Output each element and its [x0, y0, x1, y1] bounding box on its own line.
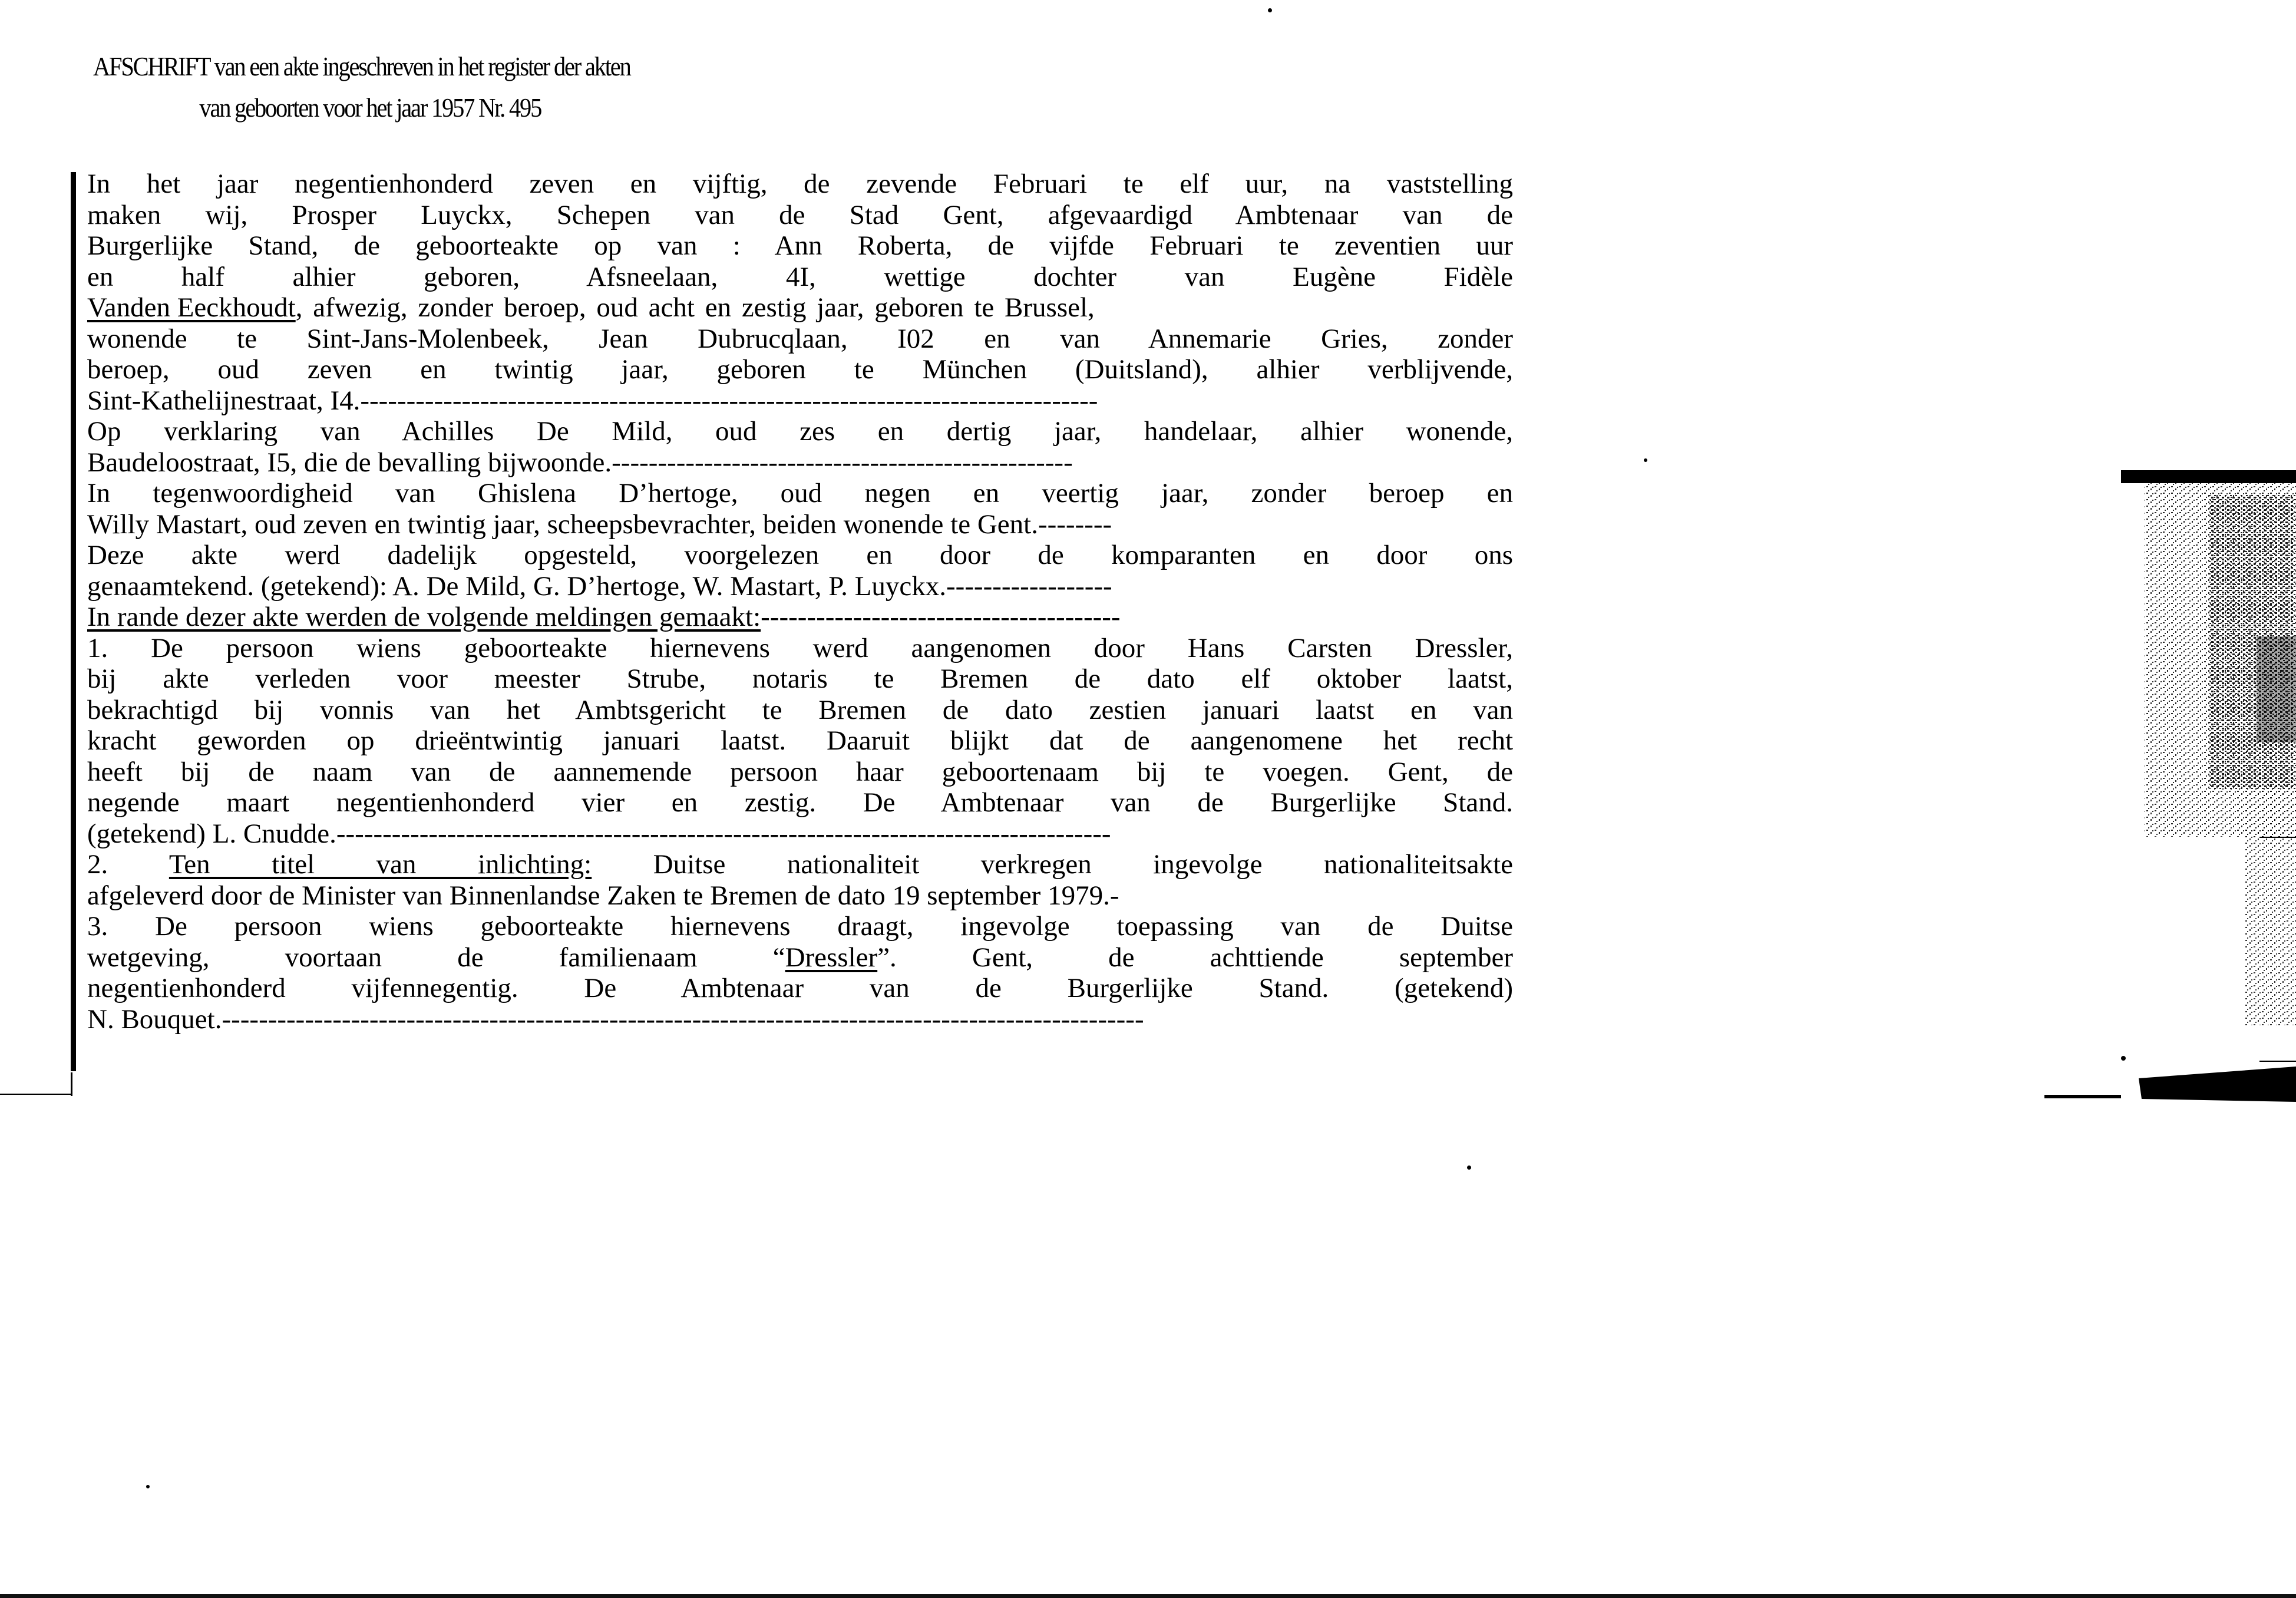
- body-line: negentienhonderd vijfennegentig. De Ambtenaar van de Burgerlijke Stand. (getekend): [87, 973, 1513, 1003]
- header-line-2: van geboorten voor het jaar 1957 Nr. 495: [199, 93, 541, 123]
- body-line: heeft bij de naam van de aannemende persoon haar geboortenaam bij te voegen. Gent, de: [87, 756, 1513, 787]
- body-line: Sint-Kathelijnestraat, I4.--------------------------------------------------------------------------------: [87, 385, 1098, 416]
- scan-speck: [1644, 458, 1647, 462]
- scan-speck: [146, 1485, 150, 1488]
- body-line: kracht geworden op drieëntwintig januari laatst. Daaruit blijkt dat de aangenomene het recht: [87, 725, 1513, 756]
- body-text: wetgeving, voortaan de familienaam “: [87, 942, 785, 973]
- document-body: [87, 169, 1513, 1035]
- margin-bar: [71, 172, 76, 1071]
- body-line: genaamtekend. (getekend): A. De Mild, G. D’hertoge, W. Mastart, P. Luyckx.------------------: [87, 570, 1112, 602]
- body-line: afgeleverd door de Minister van Binnenlandse Zaken te Bremen de dato 19 september 1979.-: [87, 880, 1119, 911]
- body-line: beroep, oud zeven en twintig jaar, geboren te München (Duitsland), alhier verblijvende,: [87, 354, 1513, 385]
- document-header: [93, 46, 715, 128]
- body-line: Willy Mastart, oud zeven en twintig jaar, scheepsbevrachter, beiden wonende te Gent.--------: [87, 509, 1112, 540]
- header-line-1: AFSCHRIFT van een akte ingeschreven in het register der akten: [93, 51, 630, 81]
- body-line: [87, 942, 1513, 973]
- body-line: maken wij, Prosper Luyckx, Schepen van de Stad Gent, afgevaardigd Ambtenaar van de: [87, 199, 1513, 230]
- body-line: wonende te Sint-Jans-Molenbeek, Jean Dubrucqlaan, I02 en van Annemarie Gries, zonder: [87, 323, 1513, 354]
- scan-noise: [2121, 460, 2296, 1114]
- scan-artifact-right: [2121, 460, 2296, 1114]
- body-text: 2.: [87, 849, 169, 880]
- body-line: [87, 602, 1513, 633]
- body-line: Burgerlijke Stand, de geboorteakte op van : Ann Roberta, de vijfde Februari te zeventien uur: [87, 230, 1513, 261]
- body-line: Deze akte werd dadelijk opgesteld, voorgelezen en door de komparanten en door ons: [87, 540, 1513, 570]
- body-line: [87, 849, 1513, 880]
- body-line: In tegenwoordigheid van Ghislena D’hertoge, oud negen en veertig jaar, zonder beroep en: [87, 478, 1513, 509]
- body-text: ---------------------------------------: [761, 602, 1121, 632]
- body-line: 1. De persoon wiens geboorteakte hiernevens werd aangenomen door Hans Carsten Dressler,: [87, 632, 1513, 663]
- body-line: N. Bouquet.----------------------------------------------------------------------------------------------------: [87, 1003, 1144, 1035]
- body-line: [87, 292, 1513, 323]
- scan-speck: [2121, 1056, 2126, 1061]
- body-line: 3. De persoon wiens geboorteakte hiernevens draagt, ingevolge toepassing van de Duitse: [87, 911, 1513, 942]
- body-line: bij akte verleden voor meester Strube, notaris te Bremen de dato elf oktober laatst,: [87, 663, 1513, 694]
- underlined-heading: Ten titel van inlichting:: [169, 849, 592, 880]
- body-line: negende maart negentienhonderd vier en zestig. De Ambtenaar van de Burgerlijke Stand.: [87, 787, 1513, 818]
- body-line: bekrachtigd bij vonnis van het Ambtsgericht te Bremen de dato zestien januari laatst en van: [87, 694, 1513, 725]
- underlined-name: Vanden Eeckhoudt: [87, 292, 296, 323]
- body-line: (getekend) L. Cnudde.------------------------------------------------------------------------------------: [87, 818, 1111, 849]
- body-text: , afwezig, zonder beroep, oud acht en zestig jaar, geboren te Brussel,: [295, 292, 1095, 323]
- scan-speck: [1467, 1166, 1471, 1170]
- underlined-surname: Dressler: [785, 942, 878, 973]
- scan-speck: [1268, 8, 1272, 12]
- body-text: Duitse nationaliteit verkregen ingevolge nationaliteitsakte: [592, 849, 1514, 880]
- scan-bottom-edge: [0, 1594, 2296, 1598]
- scan-mark: [0, 1094, 71, 1095]
- scan-mark: [2044, 1095, 2121, 1098]
- body-line: en half alhier geboren, Afsneelaan, 4I, wettige dochter van Eugène Fidèle: [87, 261, 1513, 292]
- body-line: Op verklaring van Achilles De Mild, oud zes en dertig jaar, handelaar, alhier wonende,: [87, 416, 1513, 447]
- body-line: In het jaar negentienhonderd zeven en vijftig, de zevende Februari te elf uur, na vaststelling: [87, 169, 1513, 199]
- section-heading: In rande dezer akte werden de volgende meldingen gemaakt:: [87, 602, 761, 632]
- body-line: Baudeloostraat, I5, die de bevalling bijwoonde.--------------------------------------------------: [87, 447, 1073, 478]
- scan-mark: [71, 1072, 72, 1096]
- body-text: ”. Gent, de achttiende september: [877, 942, 1513, 973]
